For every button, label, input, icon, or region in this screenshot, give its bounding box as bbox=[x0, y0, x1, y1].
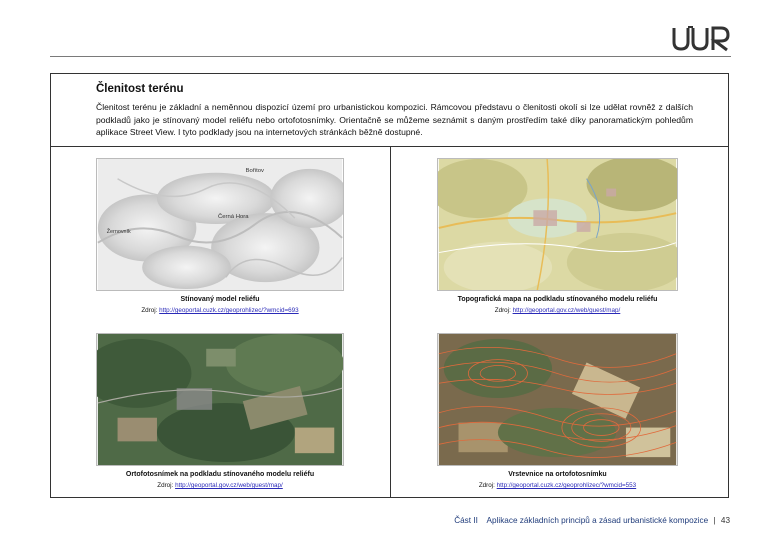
map-label-boritov: Bořitov bbox=[245, 167, 264, 174]
figure-topographic bbox=[437, 158, 678, 314]
footer-title: Aplikace základních principů a zásad urbanistické kompozice bbox=[486, 516, 709, 525]
section-title: Členitost terénu bbox=[96, 83, 184, 95]
section-body: Členitost terénu je základní a neměnnou dispozicí území pro urbanistickou kompozici. Rámcovou představu o členitosti okolí si lze udělat rovněž z dalších podkladů jako je stínovaný model reliéfu nebo ortofotosnímky. Orientačně se můžeme seznámit s daným prostředím také díky panoramatickým pohledům aplikace Street View. I tyto podklady jsou na internetových stránkách běžně dostupné. bbox=[96, 102, 693, 137]
uur-logo bbox=[672, 24, 732, 54]
footer-separator: | bbox=[713, 516, 716, 525]
shaded-relief-map bbox=[96, 158, 344, 291]
figure-caption: Ortofotosnímek na podkladu stínovaného modelu reliéfu bbox=[125, 471, 315, 478]
figure-caption: Stínovaný model reliéfu bbox=[180, 296, 260, 303]
intro-block bbox=[51, 74, 728, 147]
header-rule bbox=[50, 56, 731, 57]
page-footer bbox=[454, 516, 730, 525]
content-frame bbox=[50, 73, 729, 498]
figure-contours bbox=[437, 333, 678, 489]
topographic-map bbox=[437, 158, 678, 291]
source-link[interactable]: http://geoportal.gov.cz/web/guest/map/ bbox=[512, 307, 621, 314]
map-label-cerna-hora: Černá Hora bbox=[218, 214, 249, 221]
figure-shaded-relief bbox=[96, 158, 344, 314]
map-label-zernovnik: Žernovník bbox=[106, 228, 131, 235]
source-link[interactable]: http://geoportal.cuzk.cz/geoprohlizec/?wmcid=553 bbox=[496, 482, 637, 489]
figure-caption: Topografická mapa na podkladu stínovaného modelu reliéfu bbox=[457, 296, 658, 303]
source-label: Zdroj: bbox=[141, 307, 158, 314]
figure-source bbox=[96, 482, 344, 489]
source-link[interactable]: http://geoportal.gov.cz/web/guest/map/ bbox=[175, 482, 283, 489]
source-label: Zdroj: bbox=[157, 482, 174, 489]
figure-source bbox=[437, 307, 678, 314]
figure-orthophoto-relief bbox=[96, 333, 344, 489]
footer-part: Část II bbox=[454, 516, 478, 525]
figure-caption: Vrstevnice na ortofotosnímku bbox=[508, 471, 607, 478]
column-divider bbox=[390, 147, 391, 498]
source-link[interactable]: http://geoportal.cuzk.cz/geoprohlizec/?wmcid=693 bbox=[159, 307, 299, 314]
source-label: Zdroj: bbox=[494, 307, 511, 314]
source-label: Zdroj: bbox=[478, 482, 495, 489]
contours-orthophoto-map bbox=[437, 333, 678, 466]
figure-source bbox=[437, 482, 678, 489]
orthophoto-relief-map bbox=[96, 333, 344, 466]
figure-source bbox=[96, 307, 344, 314]
page-number: 43 bbox=[720, 516, 730, 525]
